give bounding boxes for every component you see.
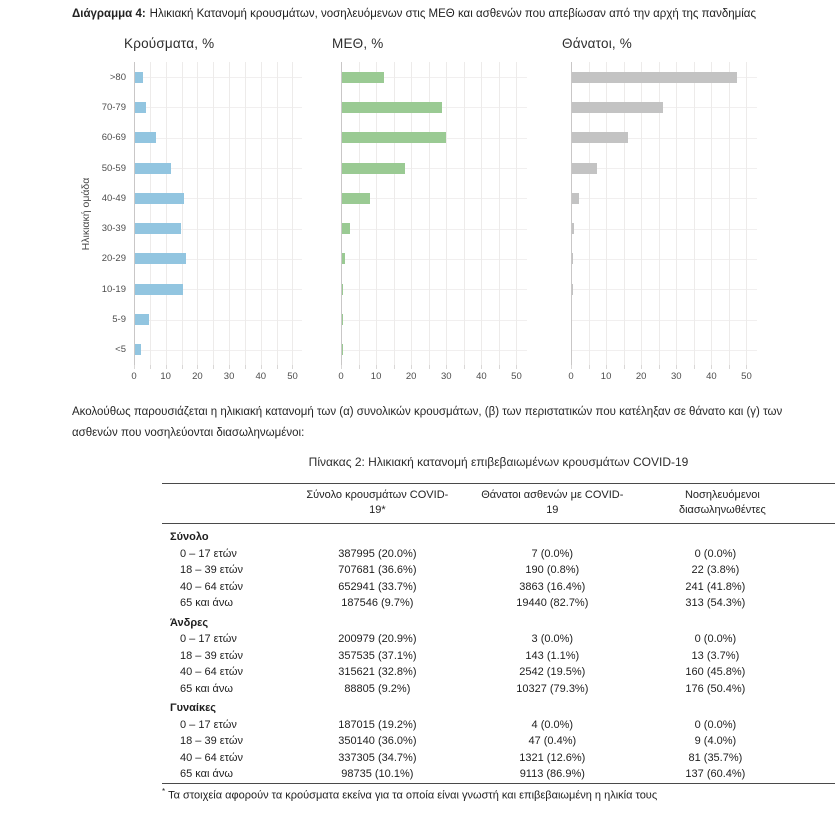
x-tick-mark <box>516 365 517 369</box>
x-tick-mark <box>261 365 262 369</box>
gridline-v <box>261 62 262 365</box>
cases-cell: 88805 (9.2%) <box>344 682 411 695</box>
age-cell: 65 και άνω <box>180 682 233 695</box>
cases-cell: 387995 (20.0%) <box>338 547 417 560</box>
bar-10-19 <box>135 284 183 295</box>
bar-50-59 <box>135 163 171 174</box>
section-label: Άνδρες <box>170 616 209 629</box>
gridline-v <box>729 62 730 365</box>
gridline-v <box>516 62 517 365</box>
figure-label: Διάγραμμα 4: <box>72 8 146 20</box>
bar-<5 <box>135 344 141 355</box>
chart-deaths-title: Θάνατοι, % <box>562 36 633 51</box>
icu-x-axis <box>338 366 527 384</box>
footnote-marker: * <box>162 786 166 796</box>
chart-icu <box>332 36 527 384</box>
deaths-x-axis <box>568 366 757 384</box>
age-cell: 65 και άνω <box>180 768 233 780</box>
gridline-v <box>197 62 198 365</box>
table-row <box>162 631 835 648</box>
age-cell: 18 – 39 ετών <box>180 735 243 747</box>
gridline-v <box>213 62 214 365</box>
cases-cell: 187546 (9.7%) <box>341 597 414 609</box>
y-axis-tick-labels <box>94 62 134 365</box>
intubated-cell: 137 (60.4%) <box>685 768 746 780</box>
bar-40-49 <box>572 193 579 204</box>
figure-title-text: Ηλικιακή Κατανομή κρουσμάτων, νοσηλευόμενων στις ΜΕΘ και ασθενών που απεβίωσαν από την αρχή της πανδημίας <box>149 8 756 20</box>
intubated-cell: 0 (0.0%) <box>694 633 737 645</box>
covid-age-table <box>162 483 835 784</box>
table-title: Πίνακας 2: Ηλικιακή κατανομή επιβεβαιωμένων κρουσμάτων COVID-19 <box>308 455 689 469</box>
cases-cell: 350140 (36.0%) <box>338 735 417 747</box>
x-tick-mark <box>676 365 677 369</box>
figure-caption <box>72 8 756 20</box>
cases-cell: 337305 (34.7%) <box>338 751 417 764</box>
intubated-cell: 241 (41.8%) <box>685 580 746 593</box>
x-tick-mark <box>411 365 412 369</box>
bar-30-39 <box>572 223 574 234</box>
x-axis-tick-label: 10 <box>370 371 382 382</box>
bar-60-69 <box>135 132 156 143</box>
cases-cell: 707681 (36.6%) <box>338 564 417 576</box>
cases-plot-area <box>134 62 302 365</box>
table-row <box>162 766 835 783</box>
x-axis-tick-label: 0 <box>131 371 137 382</box>
header-empty <box>162 484 290 524</box>
x-tick-mark <box>376 365 377 369</box>
y-axis-title: Ηλικιακή ομάδα <box>80 177 92 250</box>
chart-deaths <box>562 36 757 384</box>
charts-row <box>78 36 757 384</box>
x-axis-tick-label: 50 <box>741 371 752 382</box>
x-axis-tick-label: 0 <box>338 371 344 382</box>
section-row <box>162 612 835 632</box>
x-tick-mark <box>571 365 572 369</box>
x-tick-mark <box>729 365 730 369</box>
gridline-v <box>166 62 167 365</box>
section-label: Σύνολο <box>170 531 209 543</box>
table-row <box>162 717 835 734</box>
cases-cell: 98735 (10.1%) <box>341 768 414 780</box>
bar-50-59 <box>572 163 597 174</box>
bar-20-29 <box>572 253 573 264</box>
table-row <box>162 648 835 665</box>
y-axis-tick-label: 60-69 <box>101 132 126 144</box>
age-cell: 65 και άνω <box>180 597 233 609</box>
intubated-cell: 81 (35.7%) <box>688 751 743 764</box>
x-axis-tick-label: 20 <box>635 371 647 382</box>
deaths-cell: 19440 (82.7%) <box>516 597 589 609</box>
deaths-cell: 3 (0.0%) <box>531 633 574 645</box>
bar-40-49 <box>342 193 370 204</box>
deaths-cell: 1321 (12.6%) <box>519 751 586 764</box>
table-row <box>162 562 835 579</box>
bar->80 <box>342 72 384 83</box>
x-axis-tick-label: 20 <box>405 371 417 382</box>
x-tick-mark <box>606 365 607 369</box>
y-axis-tick-label: 70-79 <box>101 101 126 113</box>
deaths-cell: 190 (0.8%) <box>525 564 580 576</box>
body-paragraph: Ακολούθως παρουσιάζεται η ηλικιακή κατανομή των (α) συνολικών κρουσμάτων, (β) των περιστατικών που κατέληξαν σε θάνατο και (γ) των ασθενών που νοσηλεύονται διασωληνωμένοι: <box>72 406 783 439</box>
y-axis-tick-label: 20-29 <box>101 253 126 265</box>
bar-70-79 <box>342 102 442 113</box>
y-axis-tick-label: 10-19 <box>101 283 126 295</box>
x-axis-tick-label: 20 <box>192 371 203 382</box>
table-row <box>162 595 835 612</box>
cases-cell: 200979 (20.9%) <box>338 633 417 645</box>
table-row <box>162 681 835 698</box>
y-axis-tick-label: 30-39 <box>101 223 126 235</box>
chart-cases <box>78 36 302 384</box>
intubated-cell: 176 (50.4%) <box>685 682 746 695</box>
x-tick-mark <box>499 365 500 369</box>
bar-30-39 <box>342 223 350 234</box>
x-axis-tick-label: 30 <box>223 371 235 382</box>
x-axis-tick-label: 10 <box>160 371 171 382</box>
table-row <box>162 750 835 767</box>
x-tick-mark <box>341 365 342 369</box>
deaths-cell: 4 (0.0%) <box>531 718 574 731</box>
age-cell: 18 – 39 ετών <box>180 649 243 662</box>
intubated-cell: 22 (3.8%) <box>691 564 740 576</box>
x-tick-mark <box>624 365 625 369</box>
intubated-cell: 0 (0.0%) <box>694 547 737 560</box>
cases-cell: 315621 (32.8%) <box>338 666 417 678</box>
x-axis-tick-label: 40 <box>476 371 487 382</box>
deaths-plot-area <box>571 62 757 365</box>
header-cases: Σύνολο κρουσμάτων COVID-19* <box>306 489 449 516</box>
x-tick-mark <box>229 365 230 369</box>
age-cell: 0 – 17 ετών <box>180 547 237 560</box>
table-row <box>162 733 835 750</box>
deaths-cell: 47 (0.4%) <box>528 735 577 747</box>
gridline-v <box>150 62 151 365</box>
intubated-cell: 313 (54.3%) <box>685 597 746 609</box>
deaths-cell: 2542 (19.5%) <box>519 666 586 678</box>
gridline-v <box>229 62 230 365</box>
bar-<5 <box>342 344 343 355</box>
bar-5-9 <box>135 314 149 325</box>
x-axis-tick-label: 10 <box>600 371 612 382</box>
x-axis-tick-label: 0 <box>568 371 574 382</box>
bar-70-79 <box>135 102 146 113</box>
x-tick-mark <box>694 365 695 369</box>
gridline-v <box>676 62 677 365</box>
gridline-v <box>245 62 246 365</box>
section-row <box>162 697 835 717</box>
x-tick-mark <box>481 365 482 369</box>
bar-60-69 <box>342 132 446 143</box>
section-row <box>162 524 835 546</box>
chart-cases-title: Κρούσματα, % <box>124 36 215 51</box>
covid-table-block <box>162 455 835 801</box>
gridline-v <box>481 62 482 365</box>
bar->80 <box>572 72 737 83</box>
age-cell: 40 – 64 ετών <box>180 751 243 764</box>
deaths-cell: 7 (0.0%) <box>531 547 574 560</box>
age-cell: 0 – 17 ετών <box>180 633 237 645</box>
x-tick-mark <box>182 365 183 369</box>
x-tick-mark <box>245 365 246 369</box>
x-axis-tick-label: 40 <box>255 371 267 382</box>
header-intubated: Νοσηλευόμενοι διασωληνωθέντες <box>678 489 766 516</box>
deaths-cell: 9113 (86.9%) <box>519 768 585 780</box>
header-deaths: Θάνατοι ασθενών με COVID-19 <box>481 489 624 516</box>
intubated-cell: 160 (45.8%) <box>685 666 746 678</box>
cases-cell: 357535 (37.1%) <box>338 649 417 662</box>
x-axis-tick-label: 50 <box>511 371 522 382</box>
x-tick-mark <box>213 365 214 369</box>
x-tick-mark <box>197 365 198 369</box>
cases-cell: 187015 (19.2%) <box>338 718 417 731</box>
footnote-text: Τα στοιχεία αφορούν τα κρούσματα εκείνα για τα οποία είναι γνωστή και επιβεβαιωμένη η ηλικία τους <box>168 789 658 802</box>
age-cell: 18 – 39 ετών <box>180 564 243 576</box>
age-cell: 40 – 64 ετών <box>180 666 243 678</box>
x-tick-mark <box>134 365 135 369</box>
x-axis-tick-label: 40 <box>706 371 717 382</box>
bar-40-49 <box>135 193 184 204</box>
x-axis-tick-label: 30 <box>440 371 452 382</box>
gridline-v <box>292 62 293 365</box>
age-cell: 40 – 64 ετών <box>180 580 243 593</box>
gridline-v <box>464 62 465 365</box>
x-tick-mark <box>429 365 430 369</box>
intubated-cell: 0 (0.0%) <box>694 718 737 731</box>
x-tick-mark <box>292 365 293 369</box>
x-tick-mark <box>359 365 360 369</box>
bar-30-39 <box>135 223 181 234</box>
gridline-v <box>711 62 712 365</box>
gridline-v <box>499 62 500 365</box>
bar-60-69 <box>572 132 628 143</box>
gridline-v <box>446 62 447 365</box>
x-tick-mark <box>711 365 712 369</box>
gridline-v <box>746 62 747 365</box>
bar-20-29 <box>342 253 345 264</box>
y-axis-tick-label: 50-59 <box>101 162 126 174</box>
icu-plot-area <box>341 62 527 365</box>
gridline-v <box>694 62 695 365</box>
table-row <box>162 546 835 563</box>
intubated-cell: 9 (4.0%) <box>694 735 737 747</box>
x-tick-mark <box>394 365 395 369</box>
intubated-cell: 13 (3.7%) <box>691 649 740 662</box>
bar-10-19 <box>342 284 343 295</box>
x-tick-mark <box>166 365 167 369</box>
bar-70-79 <box>572 102 663 113</box>
chart-icu-title: ΜΕΘ, % <box>332 36 384 51</box>
x-tick-mark <box>446 365 447 369</box>
section-label: Γυναίκες <box>170 702 217 714</box>
y-axis-tick-label: <5 <box>115 344 126 356</box>
x-axis-tick-label: 30 <box>670 371 682 382</box>
y-axis-tick-label: 40-49 <box>101 192 126 204</box>
gridline-v <box>182 62 183 365</box>
deaths-cell: 3863 (16.4%) <box>519 580 586 593</box>
deaths-cell: 143 (1.1%) <box>525 649 580 662</box>
y-axis-tick-label: >80 <box>109 71 126 83</box>
x-tick-mark <box>589 365 590 369</box>
deaths-cell: 10327 (79.3%) <box>516 682 589 695</box>
x-tick-mark <box>277 365 278 369</box>
table-header-row <box>162 484 835 524</box>
gridline-v <box>277 62 278 365</box>
bar-20-29 <box>135 253 186 264</box>
x-tick-mark <box>659 365 660 369</box>
table-row <box>162 664 835 681</box>
bar-50-59 <box>342 163 405 174</box>
x-tick-mark <box>641 365 642 369</box>
cases-cell: 652941 (33.7%) <box>338 580 417 593</box>
x-axis-tick-label: 50 <box>287 371 298 382</box>
table-footnote <box>162 787 835 802</box>
cases-x-axis <box>131 366 302 384</box>
bar->80 <box>135 72 143 83</box>
table-row <box>162 579 835 596</box>
y-axis-tick-label: 5-9 <box>112 314 126 326</box>
age-cell: 0 – 17 ετών <box>180 718 237 731</box>
x-tick-mark <box>746 365 747 369</box>
x-tick-mark <box>464 365 465 369</box>
x-tick-mark <box>150 365 151 369</box>
